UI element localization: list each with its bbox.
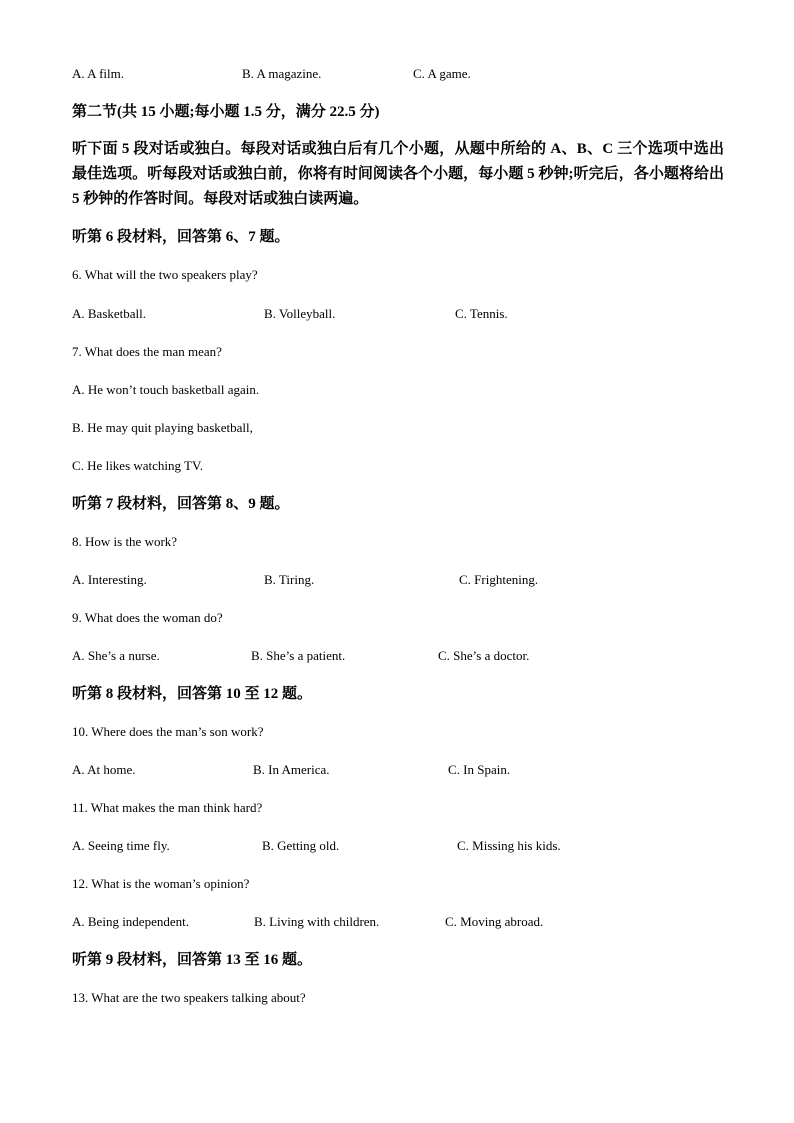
q10-stem: 10. Where does the man’s son work?	[72, 724, 264, 739]
q11-option-c: C. Missing his kids.	[457, 838, 561, 853]
q10-option-a: A. At home.	[72, 762, 136, 777]
q5-option-c: C. A game.	[413, 66, 471, 81]
q7-stem: 7. What does the man mean?	[72, 344, 222, 359]
q6-option-c: C. Tennis.	[455, 306, 508, 321]
q5-option-a: A. A film.	[72, 66, 125, 81]
q6-option-a: A. Basketball.	[72, 306, 147, 321]
q12-option-b: B. Living with children.	[254, 914, 380, 929]
q6-stem: 6. What will the two speakers play?	[72, 267, 258, 282]
instructions: 听下面 5 段对话或独白。每段对话或独白后有几个小题，从题中所给的 A、B、C 三个选项中选出最佳选项。听每段对话或独白前，你将有时间阅读各个小题，每小题 5 秒钟;听完后，各小题将给出 5 秒钟的作答时间。每段对话或独白读两遍。	[72, 141, 724, 207]
q9-option-b: B. She’s a patient.	[251, 648, 346, 663]
q11-option-b: B. Getting old.	[262, 838, 340, 853]
q10-option-c: C. In Spain.	[448, 762, 511, 777]
q9-stem: 9. What does the woman do?	[72, 610, 223, 625]
material7-header: 听第 7 段材料，回答第 8、9 题。	[72, 496, 290, 512]
q9-option-a: A. She’s a nurse.	[72, 648, 160, 663]
section2-header: 第二节(共 15 小题;每小题 1.5 分，满分 22.5 分)	[72, 104, 380, 120]
q10-option-b: B. In America.	[253, 762, 330, 777]
material8-header: 听第 8 段材料，回答第 10 至 12 题。	[72, 686, 313, 702]
q8-option-b: B. Tiring.	[264, 572, 315, 587]
q13-stem: 13. What are the two speakers talking about?	[72, 990, 306, 1005]
material9-header: 听第 9 段材料，回答第 13 至 16 题。	[72, 952, 313, 968]
q8-option-c: C. Frightening.	[459, 572, 539, 587]
q9-option-c: C. She’s a doctor.	[438, 648, 530, 663]
q5-option-b: B. A magazine.	[242, 66, 322, 81]
q6-option-b: B. Volleyball.	[264, 306, 336, 321]
q12-option-c: C. Moving abroad.	[445, 914, 544, 929]
q11-stem: 11. What makes the man think hard?	[72, 800, 263, 815]
q7-option-a: A. He won’t touch basketball again.	[72, 382, 260, 397]
q12-option-a: A. Being independent.	[72, 914, 189, 929]
q7-option-c: C. He likes watching TV.	[72, 458, 203, 473]
q7-option-b: B. He may quit playing basketball,	[72, 420, 253, 435]
q11-option-a: A. Seeing time fly.	[72, 838, 170, 853]
material6-header: 听第 6 段材料，回答第 6、7 题。	[72, 229, 290, 245]
q12-stem: 12. What is the woman’s opinion?	[72, 876, 250, 891]
q8-stem: 8. How is the work?	[72, 534, 178, 549]
q8-option-a: A. Interesting.	[72, 572, 147, 587]
